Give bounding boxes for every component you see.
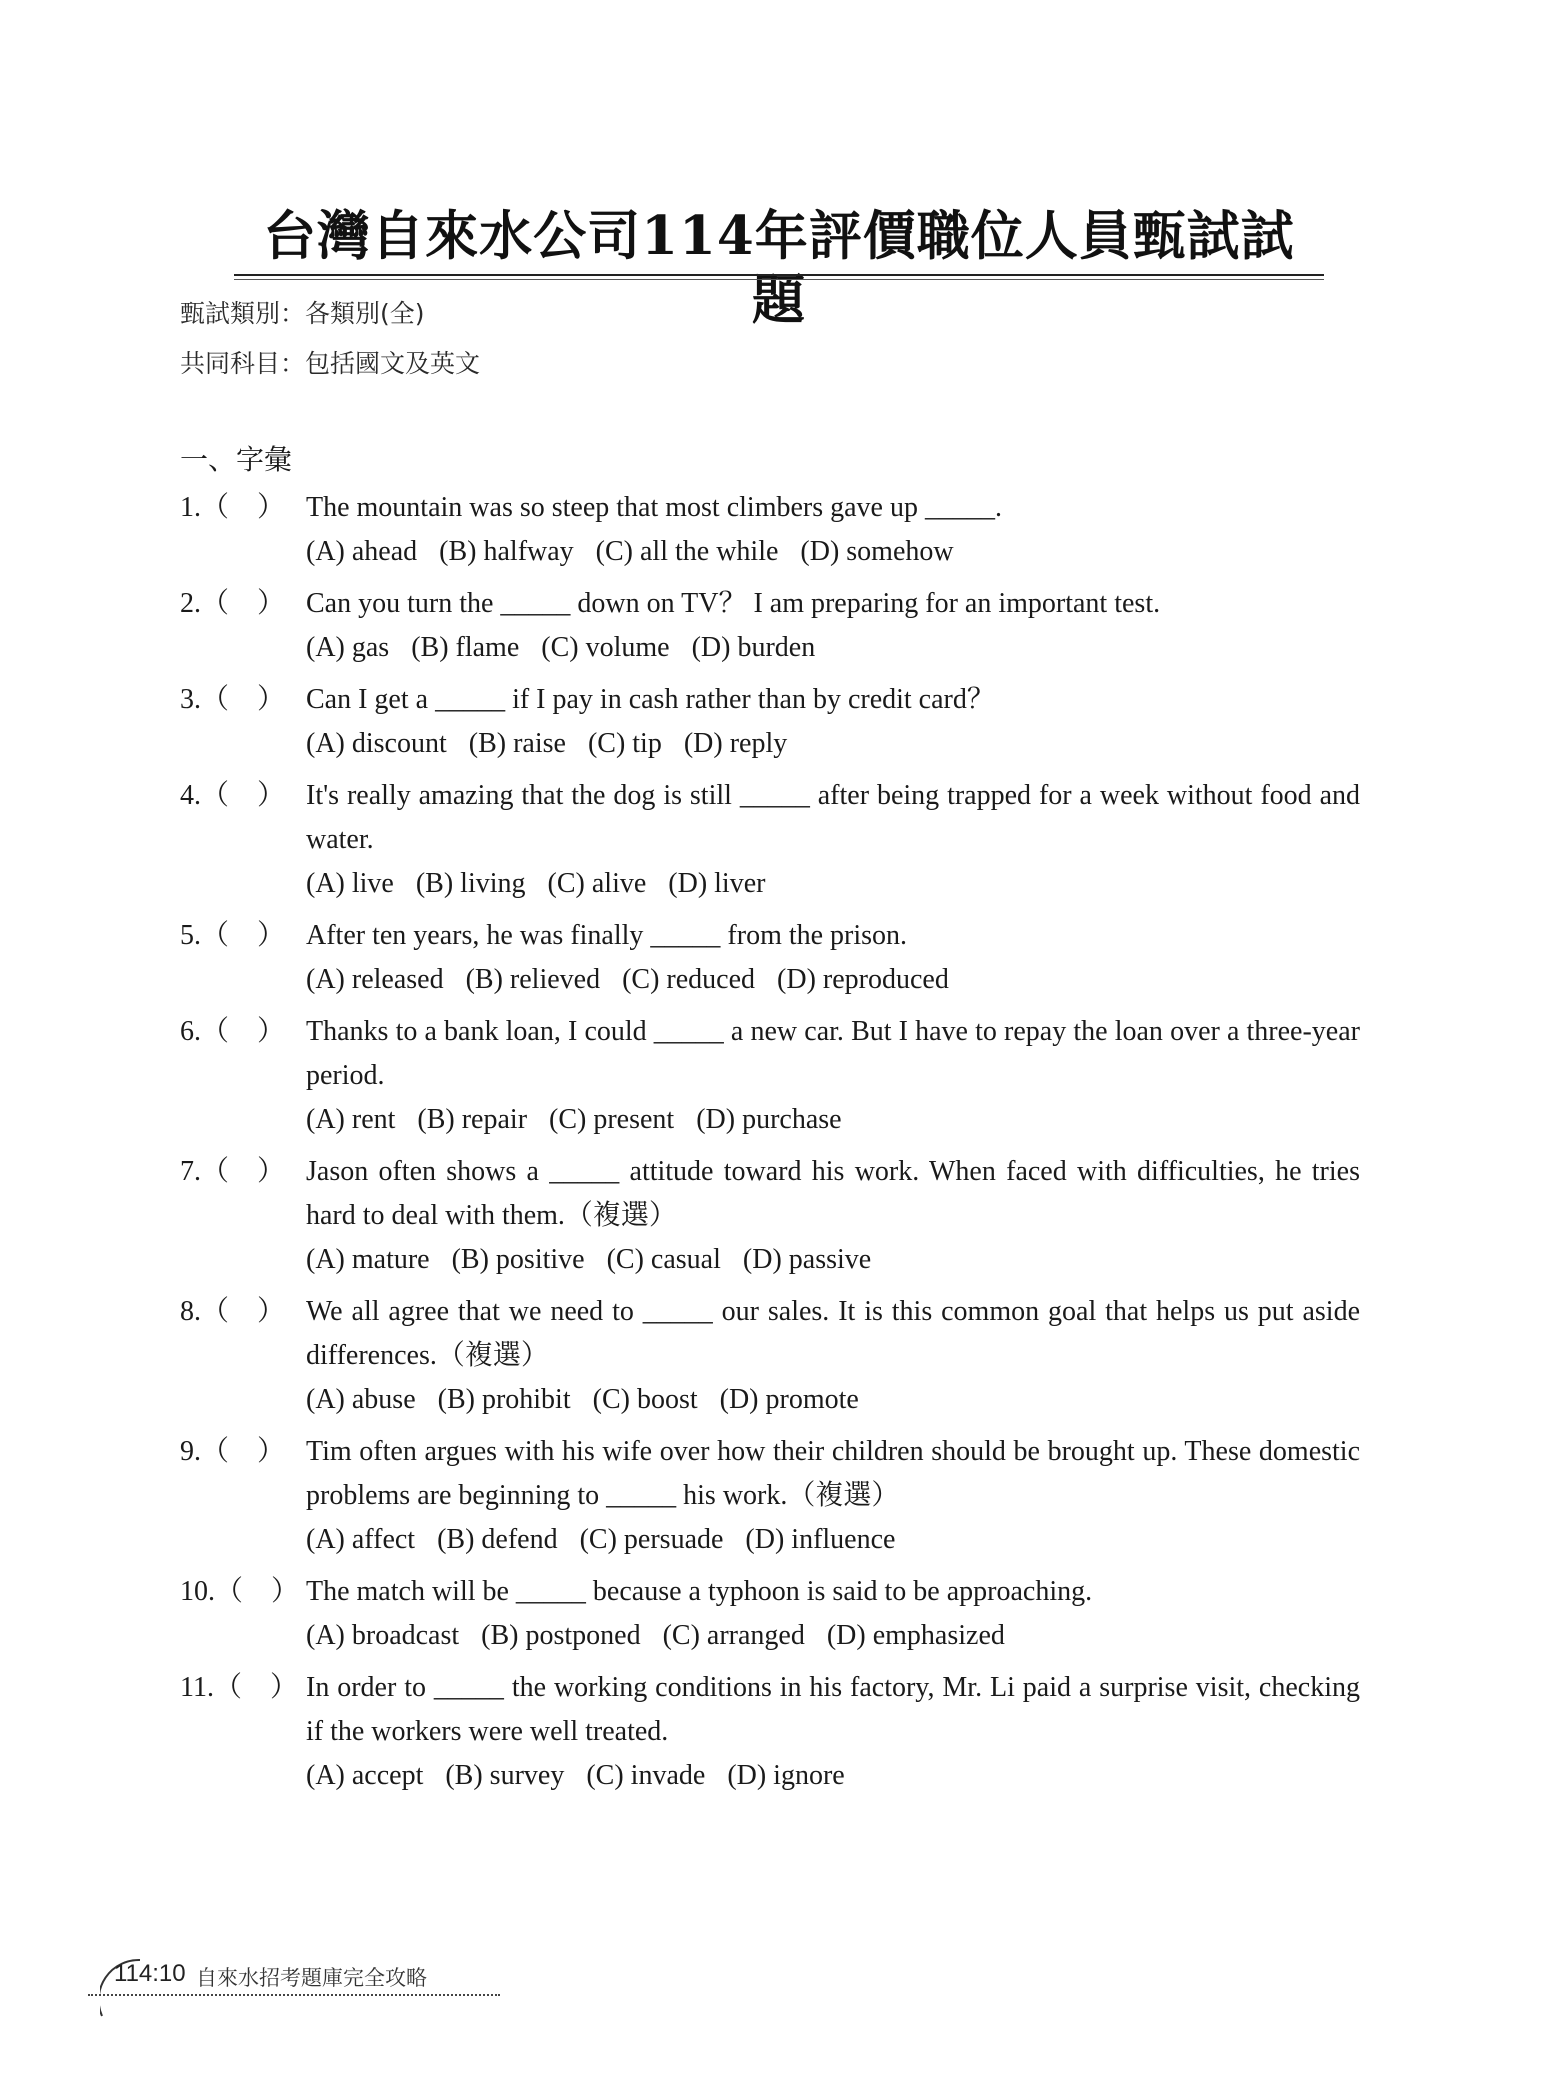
answer-option: (B) raise (468, 728, 566, 759)
answer-option: (D) reproduced (777, 964, 949, 995)
answer-option: (B) prohibit (437, 1384, 571, 1415)
answer-option: (B) positive (451, 1244, 585, 1275)
question-item (180, 678, 1360, 766)
answer-options (306, 1378, 1360, 1422)
question-list (180, 486, 1360, 1806)
answer-option: (D) influence (745, 1524, 896, 1555)
question-text: Can I get a _____ if I pay in cash rather than by credit card？ (306, 684, 995, 715)
question-text: Thanks to a bank loan, I could _____ a new car. But I have to repay the loan over a three-year period. (306, 1016, 1360, 1091)
answer-option: (C) alive (547, 868, 647, 899)
answer-options (306, 1518, 1360, 1562)
answer-option: (C) boost (592, 1384, 698, 1415)
question-item (180, 582, 1360, 670)
answer-option: (B) defend (437, 1524, 558, 1555)
answer-option: (C) all the while (595, 536, 779, 567)
answer-option: (D) passive (742, 1244, 872, 1275)
question-item (180, 1570, 1360, 1658)
answer-option: (A) ahead (306, 536, 418, 567)
answer-option: (D) liver (668, 868, 766, 899)
answer-option: (B) postponed (481, 1620, 641, 1651)
answer-option: (A) mature (306, 1244, 430, 1275)
answer-options (306, 1614, 1360, 1658)
answer-option: (A) broadcast (306, 1620, 460, 1651)
question-item (180, 1010, 1360, 1142)
question-number-answer-blank: 9.（ ） (180, 1436, 286, 1467)
question-item (180, 1430, 1360, 1562)
footer-dotted-rule (88, 1994, 500, 1996)
answer-option: (C) volume (541, 632, 670, 663)
question-item (180, 914, 1360, 1002)
question-text: The match will be _____ because a typhoon is said to be approaching. (306, 1576, 1093, 1607)
answer-option: (C) invade (586, 1760, 706, 1791)
answer-options (306, 958, 1360, 1002)
question-number-answer-blank: 3.（ ） (180, 684, 286, 715)
answer-options (306, 722, 1360, 766)
answer-option: (B) repair (417, 1104, 528, 1135)
answer-options (306, 1098, 1360, 1142)
question-number-answer-blank: 6.（ ） (180, 1016, 286, 1047)
answer-option: (B) survey (445, 1760, 565, 1791)
question-number-answer-blank: 11.（ ） (180, 1672, 298, 1703)
title-underline-thin (234, 279, 1324, 280)
answer-options (306, 626, 1360, 670)
page-title: 台灣自來水公司114年評價職位人員甄試試題 (263, 205, 1295, 331)
question-number-answer-blank: 10.（ ） (180, 1576, 300, 1607)
answer-option: (A) discount (306, 728, 447, 759)
question-number-answer-blank: 7.（ ） (180, 1156, 286, 1187)
answer-option: (A) gas (306, 632, 390, 663)
question-text: It's really amazing that the dog is still _____ after being trapped for a week without food and water. (306, 780, 1360, 855)
question-item (180, 1290, 1360, 1422)
question-number-answer-blank: 2.（ ） (180, 588, 286, 619)
question-text: Tim often argues with his wife over how their children should be brought up. These domestic problems are beginning to _____ his work.（複選） (306, 1436, 1360, 1511)
book-title: 自來水招考題庫完全攻略 (196, 1966, 427, 1990)
answer-options (306, 530, 1360, 574)
answer-option: (A) live (306, 868, 394, 899)
question-text: In order to _____ the working conditions in his factory, Mr. Li paid a surprise visit, checking if the workers were well treated. (306, 1672, 1360, 1747)
answer-option: (D) purchase (696, 1104, 842, 1135)
question-number-answer-blank: 4.（ ） (180, 780, 286, 811)
answer-option: (C) tip (587, 728, 662, 759)
answer-option: (A) rent (306, 1104, 396, 1135)
question-item (180, 774, 1360, 906)
answer-option: (D) emphasized (826, 1620, 1005, 1651)
question-item (180, 1150, 1360, 1282)
answer-option: (A) abuse (306, 1384, 416, 1415)
answer-options (306, 1238, 1360, 1282)
answer-option: (D) promote (719, 1384, 859, 1415)
answer-option: (C) reduced (622, 964, 756, 995)
answer-option: (B) flame (411, 632, 520, 663)
answer-option: (A) released (306, 964, 444, 995)
answer-option: (D) ignore (727, 1760, 845, 1791)
section-title: 一、字彙 (180, 443, 293, 476)
answer-option: (C) arranged (662, 1620, 805, 1651)
answer-option: (B) relieved (465, 964, 601, 995)
answer-option: (D) burden (691, 632, 816, 663)
title-underline (234, 274, 1324, 276)
page-number: 114:10 (114, 1960, 186, 1987)
page-footer (88, 1950, 508, 2010)
answer-option: (A) accept (306, 1760, 424, 1791)
question-text: Jason often shows a _____ attitude toward his work. When faced with difficulties, he tries hard to deal with them.（複選） (306, 1156, 1360, 1231)
exam-category: 甄試類別：各類別(全) (180, 299, 425, 328)
answer-options (306, 1754, 1360, 1798)
question-number-answer-blank: 8.（ ） (180, 1296, 286, 1327)
question-text: The mountain was so steep that most climbers gave up _____. (306, 492, 1002, 523)
question-text: After ten years, he was finally _____ from the prison. (306, 920, 908, 951)
answer-option: (B) living (415, 868, 526, 899)
question-number-answer-blank: 5.（ ） (180, 920, 286, 951)
answer-option: (A) affect (306, 1524, 416, 1555)
question-item (180, 1666, 1360, 1798)
question-text: Can you turn the _____ down on TV？ I am preparing for an important test. (306, 588, 1161, 619)
answer-option: (C) casual (606, 1244, 721, 1275)
answer-option: (C) present (549, 1104, 675, 1135)
answer-option: (D) reply (683, 728, 788, 759)
answer-option: (D) somehow (800, 536, 954, 567)
answer-option: (C) persuade (579, 1524, 724, 1555)
question-number-answer-blank: 1.（ ） (180, 492, 286, 523)
answer-option: (B) halfway (439, 536, 574, 567)
answer-options (306, 862, 1360, 906)
question-item (180, 486, 1360, 574)
common-subject: 共同科目：包括國文及英文 (180, 349, 481, 378)
question-text: We all agree that we need to _____ our sales. It is this common goal that helps us put aside differences.（複選） (306, 1296, 1360, 1371)
